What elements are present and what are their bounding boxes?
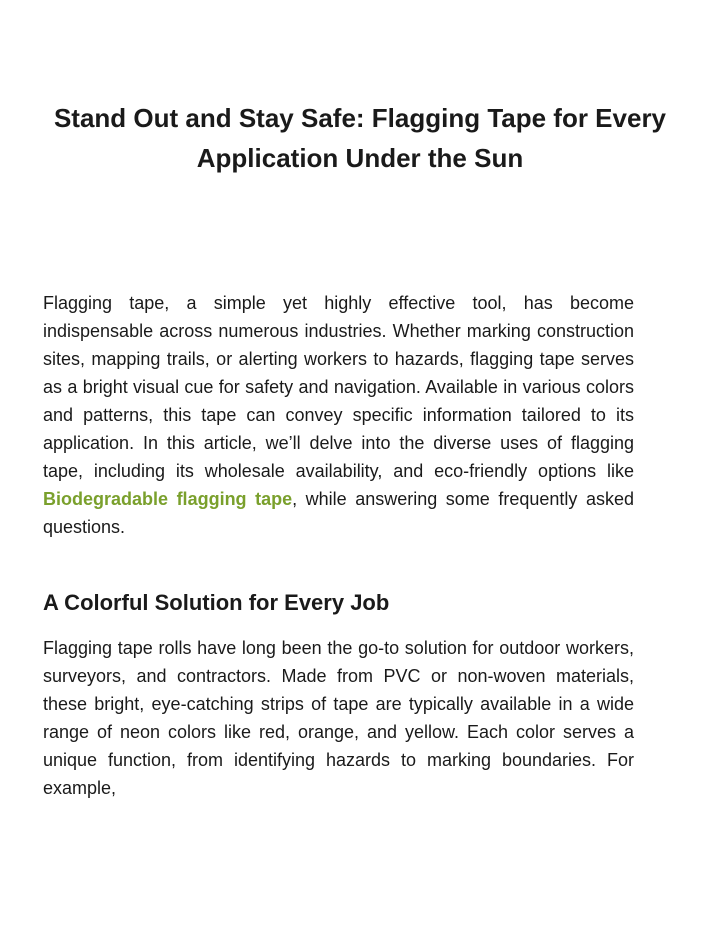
intro-paragraph	[43, 289, 634, 541]
biodegradable-flagging-tape-link[interactable]: Biodegradable flagging tape	[43, 489, 293, 509]
intro-text-before-link: Flagging tape, a simple yet highly effective tool, has become indispensable across numerous industries. Whether marking construction sites, mapping trails, or alerting workers to hazards, flagging tape serves as a bright visual cue for safety and navigation. Available in various colors and patterns, this tape can convey specific information tailored to its application. In this article, we’ll delve into the diverse uses of flagging tape, including its wholesale availability, and eco-friendly options like	[43, 293, 634, 481]
section-heading: A Colorful Solution for Every Job	[43, 590, 390, 615]
intro-text-after-link: , while answering some frequently asked questions.	[43, 489, 634, 537]
page-title: Stand Out and Stay Safe: Flagging Tape for Every Application Under the Sun	[53, 103, 667, 173]
section-paragraph: Flagging tape rolls have long been the go-to solution for outdoor workers, surveyors, and contractors. Made from PVC or non-woven materials, these bright, eye-catching strips of tape are typically available in a wide range of neon colors like red, orange, and yellow. Each color serves a unique function, from identifying hazards to marking boundaries. For example,	[43, 638, 634, 798]
